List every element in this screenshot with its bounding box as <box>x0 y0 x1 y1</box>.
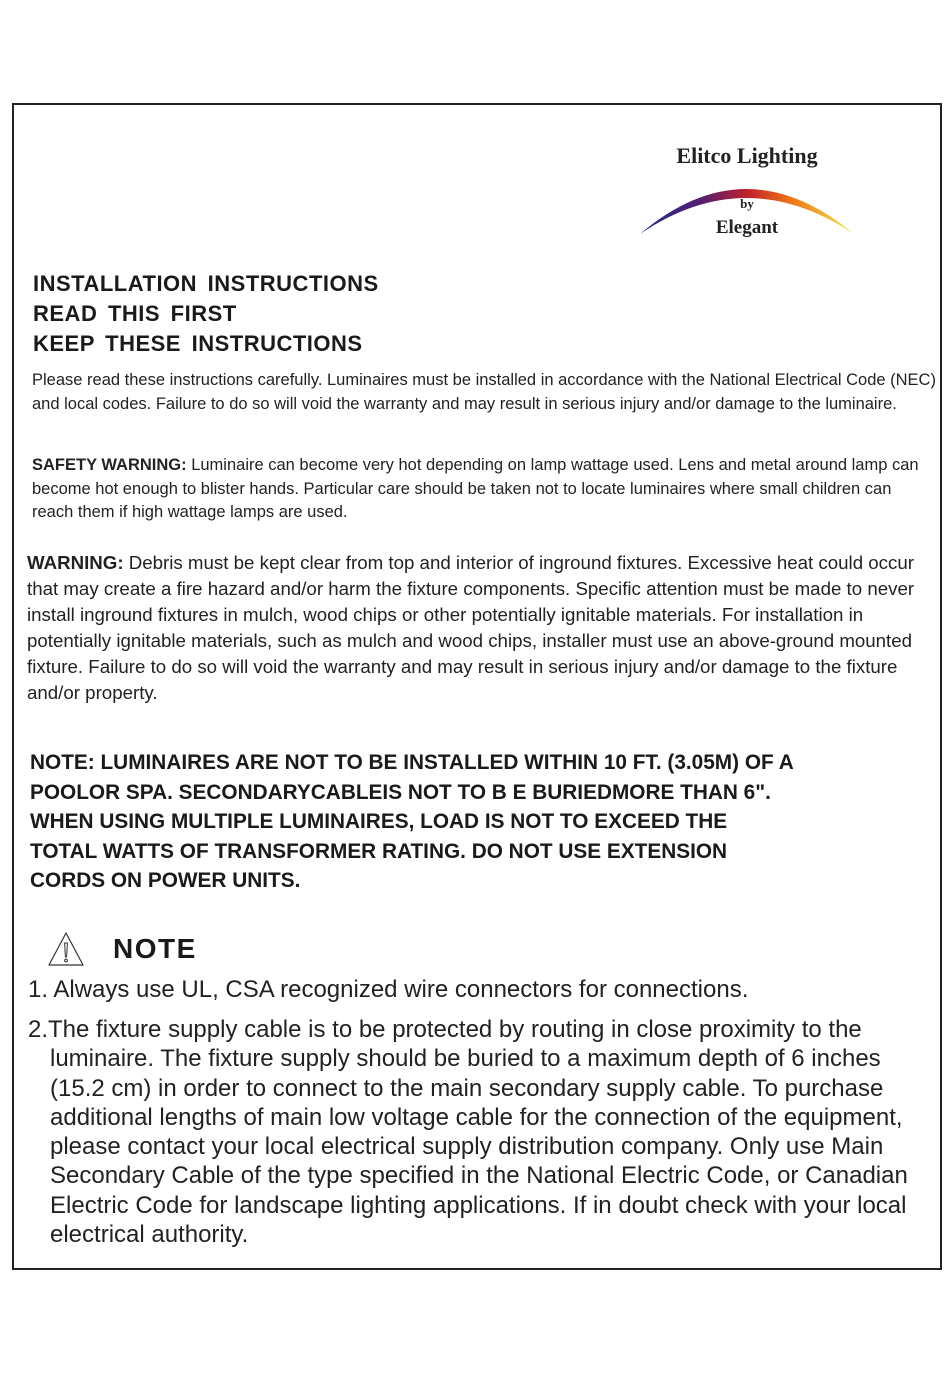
intro-paragraph: Please read these instructions carefully. Luminaires must be installed in accordance with the National Electrical Code (NEC) and local codes. Failure to do so will void the warranty and may result in serious injury and/or damage to the luminaire. <box>32 371 936 413</box>
logo-by: by <box>740 196 754 211</box>
bold-note-line: CORDS ON POWER UNITS. <box>30 869 301 893</box>
bold-note-line: POOLOR SPA. SECONDARYCABLEIS NOT TO B E BURIEDMORE THAN 6". <box>30 780 771 804</box>
bold-note-block <box>30 748 935 896</box>
note-heading-text: NOTE <box>113 933 197 964</box>
bold-note-line: NOTE: LUMINAIRES ARE NOT TO BE INSTALLED WITHIN 10 FT. (3.05M) OF A <box>30 751 794 774</box>
safety-warning-label: SAFETY WARNING: <box>32 456 187 474</box>
bold-note-line: TOTAL WATTS OF TRANSFORMER RATING. DO NOT USE EXTENSION <box>30 839 728 863</box>
warning-text: Debris must be kept clear from top and interior of inground fixtures. Excessive heat could occur that may create a fire hazard and/or harm the fixture components. Specific attention must be made to never install inground fixtures in mulch, wood chips or other potentially ignitable materials. For installation in potentially ignitable materials, such as mulch and wood chips, installer must use an above-ground mounted fixture. Failure to do so will void the warranty and may result in serious injury and/or damage to the fixture and/or property. <box>27 552 915 703</box>
bold-note-line: WHEN USING MULTIPLE LUMINAIRES, LOAD IS NOT TO EXCEED THE <box>30 810 728 834</box>
heading-installation: INSTALLATION INSTRUCTIONS <box>33 271 379 296</box>
brand-logo <box>636 140 858 244</box>
instruction-headings <box>33 269 379 359</box>
safety-warning-text: Luminaire can become very hot depending on lamp wattage used. Lens and metal around lamp can become hot enough to blister hands. Particular care should be taken not to locate luminaires where small children can reach them if high wattage lamps are used. <box>32 456 919 521</box>
warning-triangle-icon <box>45 929 87 971</box>
logo-title: Elitco Lighting <box>676 143 818 168</box>
note-item-2: 2.The fixture supply cable is to be protected by routing in close proximity to the luminaire. The fixture supply should be buried to a maximum depth of 6 inches (15.2 cm) in order to connect to the main secondary supply cable. To purchase additional lengths of main low voltage cable for the connection of the equipment, please contact your local electrical supply distribution company. Only use Main Secondary Cable of the type specified in the National Electric Code, or Canadian Electric Code for landscape lighting applications. If in doubt check with your local electrical authority. <box>28 1016 908 1249</box>
heading-keep: KEEP THESE INSTRUCTIONS <box>33 331 363 356</box>
logo-subtitle: Elegant <box>715 217 779 238</box>
warning-paragraph <box>27 550 942 706</box>
warning-label: WARNING: <box>27 552 124 573</box>
safety-warning-paragraph <box>32 454 937 525</box>
heading-read-first: READ THIS FIRST <box>33 301 237 326</box>
note-item-1: 1. Always use UL, CSA recognized wire connectors for connections. <box>28 976 749 1003</box>
